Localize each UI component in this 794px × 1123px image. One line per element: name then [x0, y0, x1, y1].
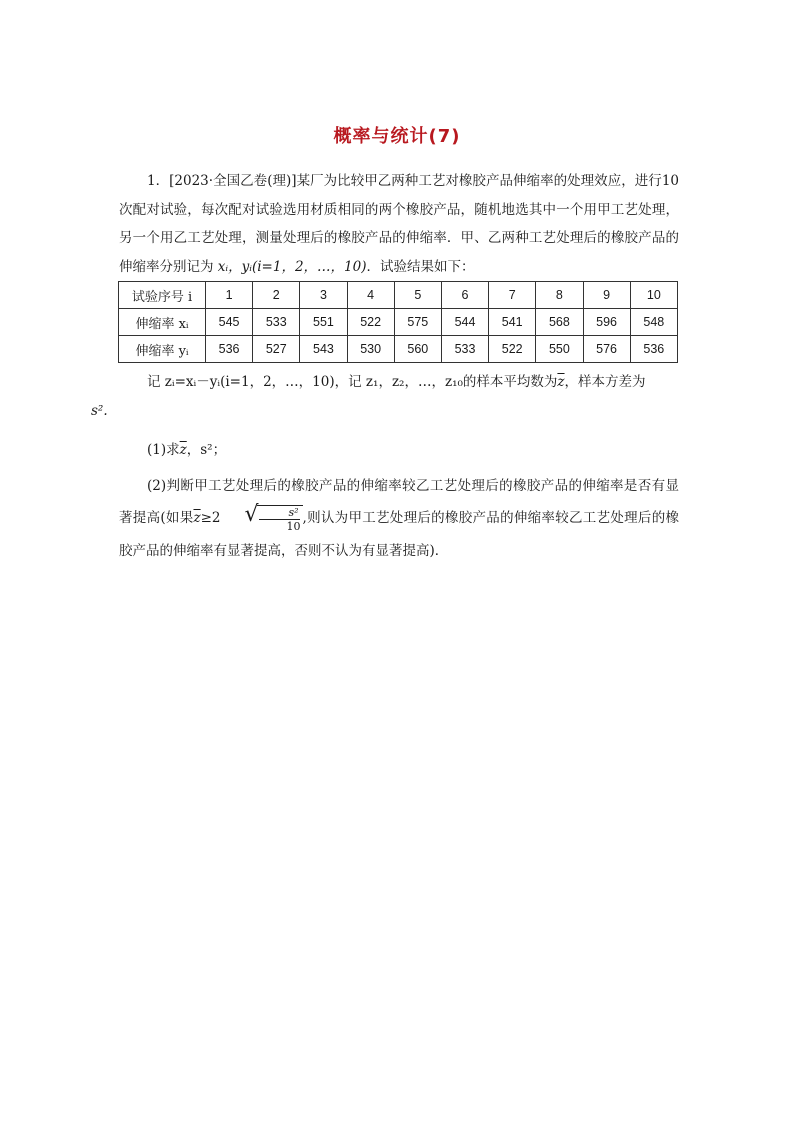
q2-text-a: (2)判断甲工艺处理后的橡胶产品的伸缩率较乙工艺处理后的橡胶产品的伸缩率是否有显著提高(如果 [119, 478, 679, 526]
zbar-symbol-q2: $\overline{z}$ [193, 510, 201, 526]
row-label-x: 伸缩率 xᵢ [119, 309, 206, 336]
table-cell: 533 [253, 309, 300, 336]
q2-text-b: ,则认为甲工艺处理后的橡胶产品的伸缩率较乙工艺处理后的橡胶产品的伸缩率有显著提高，否则不认为有显著提高)． [119, 510, 679, 559]
table-cell: 560 [394, 336, 441, 363]
q1-text-b: ，s²； [186, 442, 227, 458]
variance-symbol: s². [91, 402, 108, 419]
table-cell: 541 [489, 309, 536, 336]
table-cell: 6 [441, 282, 488, 309]
row-label-index: 试验序号 i [119, 282, 206, 309]
table-cell: 543 [300, 336, 347, 363]
table-cell: 545 [206, 309, 253, 336]
table-row-y [119, 336, 678, 363]
table-cell: 575 [394, 309, 441, 336]
definition-text-b: ，样本方差为 [564, 374, 646, 390]
question-1 [119, 436, 679, 465]
table-cell: 550 [536, 336, 583, 363]
table-cell: 536 [206, 336, 253, 363]
fraction [257, 505, 303, 533]
zbar-symbol: $\overline{z}$ [557, 374, 565, 390]
table-cell: 544 [441, 309, 488, 336]
table-row-x [119, 309, 678, 336]
q2-inequality: ≥2 [200, 510, 221, 526]
fraction-numerator: s² [259, 506, 299, 520]
table-cell: 533 [441, 336, 488, 363]
problem-intro [119, 167, 679, 281]
sqrt-fraction [223, 503, 303, 535]
table-cell: 522 [489, 336, 536, 363]
intro-text: 1．[2023·全国乙卷(理)]某厂为比较甲乙两种工艺对橡胶产品伸缩率的处理效应，进行10次配对试验，每次配对试验选用材质相同的两个橡胶产品，随机地选其中一个用甲工艺处理，另一个用乙工艺处理，测量处理后的橡胶产品的伸缩率．甲、乙两种工艺处理后的橡胶产品的伸缩率分别记为 [119, 173, 679, 275]
table-cell: 9 [583, 282, 630, 309]
definition-paragraph [91, 368, 679, 425]
fraction-denominator: 10 [286, 520, 301, 533]
table-cell: 576 [583, 336, 630, 363]
intro-end: ．试验结果如下： [366, 258, 475, 275]
table-cell: 596 [583, 309, 630, 336]
q1-text-a: (1)求 [147, 442, 180, 458]
table-cell: 530 [347, 336, 394, 363]
table-cell: 7 [489, 282, 536, 309]
table-cell: 536 [630, 336, 677, 363]
definition-text-a: 记 zᵢ=xᵢ－yᵢ(i=1，2，…，10)，记 z₁，z₂，…，z₁₀的样本平均数为 [147, 374, 558, 390]
table-cell: 548 [630, 309, 677, 336]
page-title: 概率与统计(7) [333, 126, 461, 147]
radical-icon: √ [244, 501, 259, 527]
table-cell: 527 [253, 336, 300, 363]
row-label-y: 伸缩率 yᵢ [119, 336, 206, 363]
table-cell: 5 [394, 282, 441, 309]
table-cell: 1 [206, 282, 253, 309]
table-cell: 4 [347, 282, 394, 309]
table-cell: 568 [536, 309, 583, 336]
table-row-index [119, 282, 678, 309]
question-2 [119, 470, 679, 567]
intro-vars: xᵢ，yᵢ(i=1，2，…，10) [217, 258, 367, 275]
results-table [118, 281, 678, 363]
table-cell: 10 [630, 282, 677, 309]
zbar-symbol-q1: $\overline{z}$ [179, 442, 187, 458]
table-cell: 522 [347, 309, 394, 336]
table-cell: 8 [536, 282, 583, 309]
table-cell: 3 [300, 282, 347, 309]
table-cell: 551 [300, 309, 347, 336]
table-cell: 2 [253, 282, 300, 309]
